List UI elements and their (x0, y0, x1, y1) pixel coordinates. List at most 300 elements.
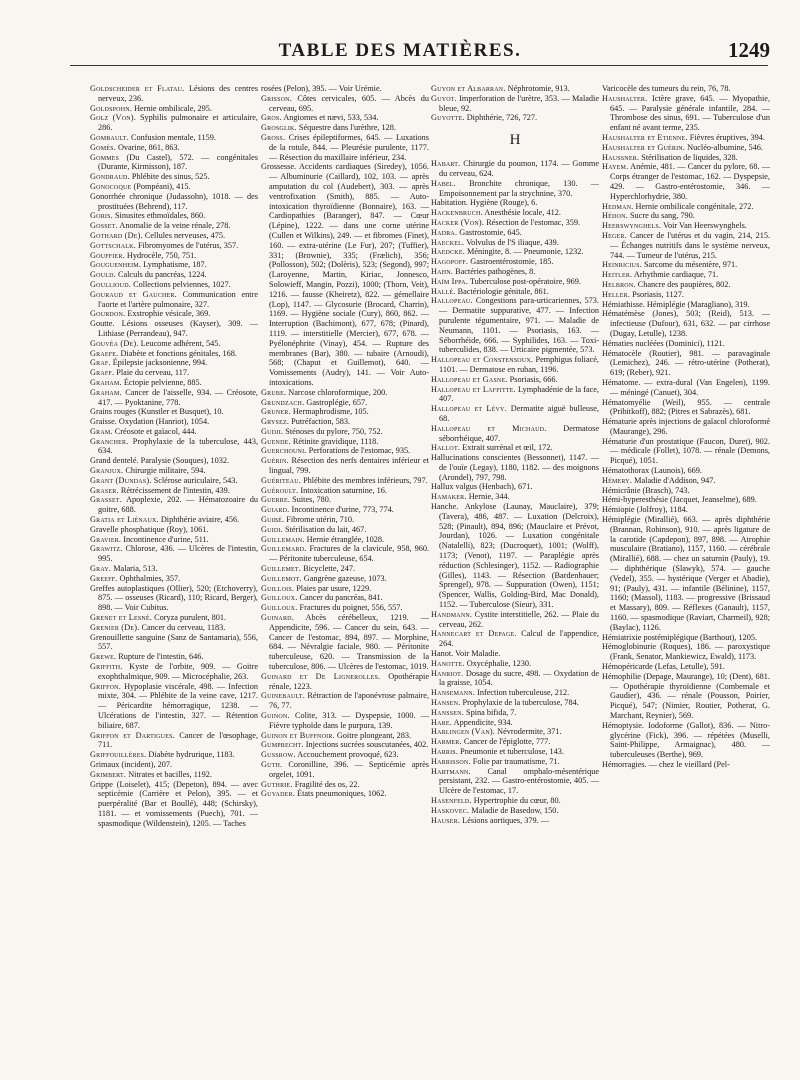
entry-text: Arhythmie cardiaque, 71. (633, 270, 719, 280)
entry-author: Hamaker. (431, 492, 467, 502)
entry-author: Graff. (90, 368, 115, 378)
index-entry (602, 339, 770, 349)
entry-author: Grosglik. (261, 123, 297, 133)
index-entry (261, 584, 429, 594)
entry-text: Chirurgie militaire, 594. (125, 466, 206, 476)
entry-author: Hallé. (431, 286, 456, 296)
entry-text: Lésions aortiques, 379. — (462, 815, 549, 825)
index-entry (602, 662, 770, 672)
entry-text: Collections pelviennes, 1027. (133, 279, 231, 289)
entry-author: Guériteau. (261, 475, 302, 485)
entry-author: Hackenbruch. (431, 208, 483, 218)
entry-text: Narcose chloroformique, 200. (288, 387, 388, 397)
index-entry (602, 349, 770, 378)
index-entry (261, 388, 429, 398)
section-letter: H (509, 132, 521, 149)
entry-text: Volvulus de l'S iliaque, 439. (466, 237, 559, 247)
entry-author: Guidi. (261, 524, 283, 534)
index-entry (90, 564, 258, 574)
index-entry (431, 247, 599, 257)
entry-author: Guinon. (261, 711, 290, 720)
index-entry (90, 358, 258, 368)
index-entry (431, 659, 599, 669)
index-entry (431, 424, 599, 444)
entry-text: Prophylaxie de la tuberculose, 443, 634. (98, 436, 258, 456)
entry-text: Dermatose séborrhéique, 407. (439, 423, 599, 443)
entry-author: Gourdon. (90, 309, 126, 319)
index-entry (602, 672, 770, 721)
index-entry (602, 133, 770, 143)
entry-text: Syphilis pulmonaire et articulaire, 286. (98, 113, 258, 133)
index-entry (90, 211, 258, 221)
index-entry (602, 280, 770, 290)
entry-text: Hémorragies. — chez le vieillard (Pel- (602, 759, 730, 769)
entry-author: Grenet et Lesné. (90, 613, 153, 623)
index-entry (602, 515, 770, 633)
entry-text: Exstrophie vésicale, 369. (127, 309, 211, 319)
index-entry (431, 296, 599, 355)
index-entry (602, 476, 770, 486)
index-entry (602, 633, 770, 643)
entry-text: Résection de l'estomac, 359. (486, 217, 581, 227)
entry-text: Hématothorax (Launois), 669. (602, 466, 702, 476)
entry-author: Hédon. (602, 211, 628, 221)
index-entry (90, 544, 258, 564)
index-entry (90, 633, 258, 653)
index-entry (90, 153, 258, 173)
entry-author: Hadra. (431, 227, 458, 237)
entry-text: Perforations de l'estomac, 935. (308, 446, 411, 456)
entry-author: Hartmann. (431, 766, 471, 776)
index-entry (90, 515, 258, 525)
entry-author: Guillemard. (261, 544, 307, 554)
entry-author: Hare. (431, 717, 453, 727)
index-entry (431, 159, 599, 179)
index-entry (431, 629, 599, 649)
index-entry (90, 280, 258, 290)
index-entry (602, 398, 770, 418)
entry-text: Phlébite des membres inférieurs, 797. (303, 475, 428, 485)
index-entry (261, 113, 429, 123)
index-entry (261, 437, 429, 447)
index-entry (261, 525, 429, 535)
entry-author: Guinon et Buffnoir. (261, 730, 335, 740)
entry-author: Gray. (90, 564, 112, 574)
entry-author: Haussner. (602, 152, 640, 162)
entry-author: Gouraud et Gaucher. (90, 289, 177, 299)
index-entry (431, 218, 599, 228)
entry-text: Kyste de l'orbite, 909. — Goitre exophthalmique, 909. — Microcéphalie, 263. (98, 662, 258, 681)
entry-author: Guerre. (261, 495, 291, 505)
entry-text: Hémoglobinurie (Roques), 186. — paroxystique (Frank, Senator, Mankiewicz, Ewald), 1173. (602, 642, 770, 662)
index-entry (90, 750, 258, 760)
entry-text: Pemphigus foliacé, 1101. — Dermatose en ruban, 1196. (439, 355, 599, 374)
entry-author: Haushalter et Etienne. (602, 132, 688, 142)
index-entry (431, 443, 599, 453)
index-entry (431, 502, 599, 610)
index-entry (602, 143, 770, 153)
entry-author: Griffith. (90, 662, 123, 672)
entry-author: Hallopeau et Laffitte. (431, 384, 516, 394)
entry-author: Hallopeau et Constensoux. (431, 355, 534, 365)
index-entry (90, 535, 258, 545)
entry-author: Hallopeau et Michaud. (431, 423, 547, 433)
index-entry (90, 652, 258, 662)
entry-text: Rétraction de l'aponévrose palmaire, 76, 77. (269, 691, 429, 711)
index-entry (602, 437, 770, 466)
index-entry (261, 672, 429, 692)
index-entry (431, 708, 599, 718)
index-entry (261, 544, 429, 564)
entry-text: Cancer de l'aisselle, 934. — Créosote, 417. — Pyoktanine, 778. (98, 387, 258, 407)
entry-author: Heinricius. (602, 260, 642, 270)
index-entry (261, 94, 429, 114)
index-entry (431, 649, 599, 659)
entry-author: Guilloux. (261, 593, 298, 603)
entry-author: Greeff. (90, 573, 118, 583)
entry-text: Confusion mentale, 1159. (131, 132, 216, 142)
entry-author: Gouffier. (90, 250, 125, 260)
index-entry (90, 192, 258, 212)
entry-text: Lymphadénie de la face, 407. (439, 384, 599, 404)
entry-text: Hémophilie (Depage, Maurange), 10; (Dent), 681. — Opothérapie thyroïdienne (Combemale et Gaudier), 436. — rénale (Pousson, Poirier, Picqué), 547; (Nimier, Routier, Potherat, G. Marchant, Reynier), 569. (602, 671, 770, 720)
entry-text: Diphthérie aviaire, 456. (160, 515, 240, 525)
entry-author: Guérin. (261, 456, 289, 466)
entry-text: Gastrostomie, 645. (459, 227, 522, 237)
entry-text: Hallux valgus (Henbach), 671. (431, 482, 533, 492)
entry-text: Diphthérie, 726, 727. (466, 113, 538, 123)
entry-text: Hématocèle (Routier), 981. — paravaginale (Lemichez), 246. — rétro-utérine (Potherat), 619; (Reber), 921. (602, 348, 770, 378)
entry-text: Nucléo-albumine, 546. (687, 142, 763, 152)
index-column-2 (261, 84, 429, 1069)
index-entry (602, 309, 770, 338)
entry-text: Stérilisation du lait, 467. (284, 524, 367, 534)
index-entry (90, 662, 258, 682)
index-entry (90, 290, 258, 310)
index-entry (431, 688, 599, 698)
entry-author: Griffouillères. (90, 750, 147, 760)
entry-text: Ophthalmies, 357. (119, 573, 181, 583)
index-entry (90, 760, 258, 770)
index-entry (90, 623, 258, 633)
index-entry (431, 238, 599, 248)
entry-text: Oxycéphalie, 1230. (466, 658, 532, 668)
entry-text: Gastroentérostomie, 185. (470, 257, 554, 267)
entry-text: Malaria, 513. (113, 564, 158, 574)
entry-text: Hypertrophie du cœur, 80. (473, 795, 561, 805)
index-entry (602, 162, 770, 201)
index-entry (431, 277, 599, 287)
index-entry (90, 104, 258, 114)
index-entry (90, 613, 258, 623)
index-entry (90, 466, 258, 476)
index-column-1 (90, 84, 258, 1069)
index-entry (261, 446, 429, 456)
entry-text: Bactériologie génitale, 861. (457, 286, 549, 296)
entry-text: Hernie, 344. (468, 492, 510, 502)
index-entry (261, 515, 429, 525)
index-entry (90, 780, 258, 829)
entry-text: Colite, 313. — Dyspepsie, 1000. — Fièvre typhoïde dans le purpura, 139. (269, 711, 429, 730)
entry-text: Goutte. Lésions osseuses (Kayser), 309. — Lithiase (Perrandeau), 947. (90, 319, 258, 338)
index-entry (602, 505, 770, 515)
index-entry (431, 757, 599, 767)
entry-author: Gommes (90, 152, 120, 162)
entry-author: Grube. (261, 387, 287, 397)
entry-author: Hémery. (602, 475, 633, 485)
index-entry (431, 747, 599, 757)
index-entry (602, 211, 770, 221)
entry-text: Hernie étranglée, 1028. (306, 534, 385, 544)
entry-author: Heller. (602, 289, 631, 299)
index-entry (261, 495, 429, 505)
entry-text: Chlorose, 436. — Ulcères de l'intestin, 995. (98, 544, 258, 564)
entry-text: Apoplexie, 202. — Hématozoaire du goitre, 688. (98, 495, 258, 515)
entry-text: Sucre du sang, 790. (629, 211, 695, 221)
index-entry (431, 287, 599, 297)
index-entry (431, 737, 599, 747)
entry-text: Habitation. Hygiène (Rouge), 6. (431, 198, 538, 208)
entry-text: Plaies par usure, 1229. (296, 583, 372, 593)
index-entry (90, 368, 258, 378)
entry-text: Grossesse. Accidents cardiaques (Siredey), 1056. — Albuminurie (Caillard), 102, 103. — après amputation du col (Audebert), 303. — après ventrofixation (Smith), 885. — Auto-intoxication thyroïdienne (Bonnaire), 163. — Cardiopathies (Baranger), 847. — Cœur (Lépine), 1222. — dans une corne utérine (Cullen et Wilkins), 249. — et fibromes (Finet), 160. — extra-utérine (Le Fur), 207; (Tuffier), 331; (Brownie), 335; (Frælich), 356; (Pollosson), 502; (Dolèris), 523; (Segond), 997; (Laroyenne, Martin, Kiriac, Jonnesco, Solowieff, Mangin, Pozzi), 1000; (Thorn, Veit), 1216. — fausse (Kheiretz), 822. — gémellaire (Lop), 1147. — Glycosurie (Brocard, Charrin), 1169. — Hygiène sociale (Cury), 860, 862. — Interruption (Bachimont), 677, 678; (Pinard), 1119. — interstitielle (Mercier), 677, 678. — Pyélonéphrite (Vinay), 454. — Rupture des membranes (Bar), 380. — tubaire (Arnoudi), 568; (Chaput et Guillemot), 640. — Vomissements (Audry), 141. — Voir Auto-intoxications. (261, 162, 429, 387)
entry-text: Séquestre dans l'urèthre, 128. (298, 123, 396, 133)
entry-text: Grand dentelé. Paralysie (Souques), 1032. (90, 456, 230, 466)
entry-author: Guilloux. (261, 603, 298, 613)
entry-author: Guinard. (261, 613, 294, 623)
entry-text: Spina bifida, 7. (466, 707, 517, 717)
index-entry (90, 133, 258, 143)
entry-author: Grysez. (261, 417, 290, 427)
entry-text: Hématurie après injections de gaïacol chloroformé (Maurange), 296. (602, 417, 770, 436)
index-entry (90, 437, 258, 457)
index-entry (90, 231, 258, 241)
index-entry (261, 760, 429, 780)
index-entry (90, 319, 258, 339)
entry-text: Gangrène gazeuse, 1073. (303, 573, 387, 583)
entry-author: Granjux. (90, 466, 124, 476)
index-entry (90, 143, 258, 153)
entry-text: Pneumonie et tuberculose, 143. (460, 747, 564, 756)
entry-author: Hallot. (431, 443, 461, 453)
entry-text: Fibromyomes de l'utérus, 357. (137, 240, 239, 250)
entry-text: Coronilline, 396. — Septicémie après orgelet, 1091. (269, 759, 429, 779)
entry-text: Anémie, 481. — Cancer du pylore, 68. — Corps étranger de l'estomac, 162. — Dyspepsie, 429. — Gastro-entérostomie, 346. — Hyperchlorhydrie, 380. (610, 162, 770, 201)
index-entry (90, 388, 258, 408)
entry-author: Griffon. (90, 681, 121, 691)
index-entry (431, 84, 599, 94)
entry-text: Goitre plongeant, 283. (336, 730, 412, 740)
index-entry (602, 290, 770, 300)
entry-author: Graefe. (90, 348, 119, 358)
index-entry (431, 385, 599, 405)
entry-text: Rupture de l'intestin, 646. (118, 652, 204, 662)
entry-author: Gros. (261, 113, 282, 123)
entry-text: Lymphatisme, 187. (143, 260, 207, 270)
index-entry (261, 613, 429, 672)
entry-text: Gravelle phosphatique (Roy), 1061. (90, 524, 209, 534)
entry-author: Hallopeau. (431, 296, 473, 306)
entry-author: Guyader. (261, 789, 295, 799)
entry-text: Hématurie d'un prostatique (Faucon, Duret), 902. — médicale (Follet), 1078. — rénale (Demons, Picqué), 1051. (602, 436, 770, 466)
index-entry (90, 339, 258, 349)
entry-author: Guyot. (431, 93, 457, 103)
entry-text: Résection des nerfs dentaires inférieur et lingual, 799. (269, 456, 429, 476)
entry-text: Varicocèle des tumeurs du rein, 76, 78. (602, 84, 731, 93)
entry-author: Guillois. (261, 583, 295, 593)
index-entry (90, 378, 258, 388)
entry-text: Tuberculose post-opératoire, 969. (469, 276, 581, 286)
entry-author: Graf. (90, 358, 111, 368)
index-entry (261, 780, 429, 790)
entry-text: Accouchement provoqué, 623. (297, 750, 399, 760)
entry-text: Bronchite chronique, 130. — Empoisonnement par la strychnine, 370. (439, 178, 599, 198)
entry-author: Gondraud. (90, 172, 130, 182)
entry-text: Hémiplégie (Mirallié), 663. — après diphthérie (Brannan, Robinson), 910. — après ligature de la carotide (Capdepon), 897, 898. — Atrophie musculaire (Bratiano), 1157, 1160. — cérébrale (Mirallié), 688. — chez un saturnin (Pauly), 19. — diphthérique (Slawyk), 574. — gauche (Vedel), 355. — hystérique (Verger et Abadie), 91; (Pauly), 431. — infantile (Bélinine), 1157, 1160; (Massol), 1183. — progressive (Brissaud et Massary), 809. — Réflexes (Ganault), 1157, 1160. — spasmodique (Raviart, Charmeil), 928; (Baylac), 1126. (602, 515, 770, 632)
entry-author: Haedcke. (431, 247, 465, 257)
entry-text: Hydrocèle, 750, 751. (126, 250, 197, 260)
index-entry (431, 113, 599, 123)
entry-text: Coryza purulent, 801. (154, 613, 227, 623)
entry-author: Gottschalk. (90, 240, 136, 250)
entry-text: Grains rouges (Kunstler et Busquet), 10. (90, 407, 224, 417)
entry-text: Hémiopie (Jolfroy), 1184. (602, 505, 688, 515)
index-entry (431, 806, 599, 816)
entry-author: Heger. (602, 230, 627, 240)
entry-text: Ictère grave, 645. — Myopathie, 645. — Paralysie générale infantile, 284. — Thrombose des sinus, 691. — Tuberculose d'un enfant né avant terme, 235. (610, 93, 770, 133)
entry-text: Incontinence d'urine, 773, 774. (291, 505, 394, 515)
entry-text: Grippe (Loiselet), 415; (Depeton), 894. — avec septicémie (Carrière et Pelon), 395. — et puerpéralité (Bar et Boullé), 448; (Schirsky), 1181. — et vomissements (Puech), 701. — spasmodique (Wildenstein), 1205. — Taches (90, 779, 258, 828)
entry-author: Harrisson. (431, 756, 471, 766)
entry-text: Anesthésie locale, 412. (484, 208, 561, 218)
entry-text: Hémoptysie. Iodoforme (Gallot), 836. — Nitro-glycérine (Fick), 396. — répétées (Muselli, Saint-Philippe, Armaignac), 480. — tuberculeuses (Berthe), 969. (602, 720, 770, 760)
entry-author: Hasenfeld. (431, 795, 472, 805)
entry-author: Gravier. (90, 534, 122, 544)
index-entry (602, 760, 770, 770)
entry-text: Éctopie pelvienne, 885. (123, 377, 202, 387)
entry-author: Grimbert. (90, 769, 127, 779)
entry-author: Hanriot. (431, 668, 464, 678)
entry-author: Guende. (261, 436, 291, 446)
index-entry (90, 349, 258, 359)
index-entry (90, 172, 258, 182)
entry-author: Hagopoff. (431, 257, 469, 267)
entry-text: Sténoses du pylore, 750, 752. (285, 426, 383, 436)
entry-author: Gram. (90, 426, 113, 436)
entry-author: Haeckel. (431, 237, 465, 247)
entry-text: Cancer de l'œsophage, 711. (98, 730, 258, 750)
entry-author: Grawitz. (90, 544, 123, 554)
entry-text: Suites, 780. (292, 495, 331, 505)
entry-author: Gothard (De). (90, 230, 143, 240)
entry-text: Psoriasis, 1127. (632, 289, 684, 299)
entry-text: Nitrates et bacilles, 1192. (128, 769, 212, 779)
page-number: 1249 (728, 38, 770, 62)
entry-text: Hémopéricarde (Lefas, Letulle), 591. (602, 662, 725, 672)
index-entry (261, 750, 429, 760)
index-entry (602, 642, 770, 662)
entry-text: Sclérose auriculaire, 543. (153, 475, 238, 485)
index-entry (261, 574, 429, 584)
index-entry (602, 94, 770, 133)
entry-text: Leucome adhérent, 545. (140, 338, 221, 348)
entry-author: Grasset. (90, 495, 122, 505)
index-entry (431, 718, 599, 728)
entry-text: Maladie d'Addison, 947. (634, 475, 716, 485)
entry-text: Prophylaxie de la tuberculose, 784. (462, 698, 579, 708)
entry-author: Gruner. (261, 407, 291, 417)
index-entry (90, 495, 258, 515)
entry-author: Graham. (90, 377, 122, 387)
index-column-4 (602, 84, 770, 1069)
entry-text: Gonorrhée chronique (Judassohn), 1018. — des prostituées (Behrend), 117. (90, 191, 258, 211)
entry-text: Diabète hydrurique, 1183. (148, 750, 235, 760)
entry-author: Hannecart et Depage. (431, 629, 517, 639)
entry-text: Ovarine, 861, 863. (117, 142, 180, 152)
entry-text: Néphrotomie, 913. (507, 84, 570, 93)
index-entry (261, 711, 429, 731)
entry-author: Grundzach. (261, 397, 305, 407)
entry-text: Hémiathisse. Hémiplégie (Maragliano), 319. (602, 299, 750, 309)
index-entry (431, 179, 599, 199)
index-entry (431, 669, 599, 689)
entry-text: Méningite, 8. — Pneumonie, 1232. (467, 247, 584, 257)
entry-author: Gratia et Liénaux. (90, 515, 159, 525)
entry-text: Fractures de la clavicule, 958, 960. — Péritonite tuberculeuse, 654. (269, 544, 429, 564)
entry-text: Putréfaction, 583. (291, 417, 351, 427)
index-entry (431, 228, 599, 238)
index-entry (431, 375, 599, 385)
entry-text: rosées (Pelon), 395. — Voir Urémie. (261, 84, 382, 93)
index-entry (431, 796, 599, 806)
entry-text: Canal omphalo-mésentérique persistant, 232. — Gastro-entérostomie, 405. — Ulcère de l'estomac, 17. (439, 766, 599, 796)
index-entry (602, 466, 770, 476)
index-entry (431, 767, 599, 796)
entry-author: Haushalter et Guérin. (602, 142, 686, 152)
entry-text: Cancer de l'utérus et du vagin, 214, 215. — Échanges nutritifs dans le système nerveux, 744. — Tumeur de l'utérus, 215. (610, 230, 770, 260)
index-entry (602, 260, 770, 270)
entry-text: Sarcome du mésentère, 971. (643, 260, 738, 270)
index-entry (90, 84, 258, 104)
entry-text: Névrodermite, 371. (497, 727, 562, 737)
entry-text: Hémicrânie (Brasch), 743. (602, 485, 690, 495)
entry-text: Hernie ombilicale, 295. (134, 103, 212, 113)
entry-text: Congestions para-urticariennes, 573. — Dermatite suppurative, 477. — Infection purulente tégumentaire, 971. — Maladie de Neumann, 1101. — Psoriasis, 163. — Séborrhéide, 666. — Syphilides, 163. — Toxi-tuberculides, 838. — Urticaire pigmentée, 573. (439, 296, 599, 355)
entry-author: Gonocoque (90, 181, 132, 191)
index-entry (431, 816, 599, 826)
entry-text: Rétrécissement de l'intestin, 439. (120, 485, 230, 495)
entry-text: Dosage du sucre, 498. — Oxydation de la graisse, 1054. (439, 668, 599, 688)
entry-text: Greffes autoplastiques (Ollier), 520; (Etchoverry), 875. — osseuses (Ricard), 110; Ricard, Berger), 898. — Voir Cubitus. (90, 583, 258, 613)
entry-author: Harlingen (Van). (431, 727, 496, 737)
entry-text: Opothérapie rénale, 1223. (269, 671, 429, 691)
entry-author: Hansen. (431, 698, 461, 708)
entry-text: Hémi-hyperesthésie (Jacquet, Jeanselme), 689. (602, 495, 757, 505)
index-entry (431, 453, 599, 482)
entry-text: États pneumoniques, 1062. (297, 789, 387, 799)
entry-text: Angiomes et nævi, 533, 534. (283, 113, 379, 123)
entry-text: Sinusites ethmoïdales, 860. (114, 211, 206, 221)
entry-text: Grenouillette sanguine (Sanz de Santamaria), 556, 557. (90, 632, 258, 652)
index-entry (431, 482, 599, 492)
entry-text: Cancer du pancréas, 841. (299, 593, 383, 603)
index-entry (431, 492, 599, 502)
entry-author: Haushalter. (602, 93, 648, 103)
entry-author: Grant (Dundas). (90, 475, 152, 485)
entry-author: Harris. (431, 747, 459, 756)
entry-author: Golz (Von). (90, 113, 136, 123)
index-entry (431, 257, 599, 267)
